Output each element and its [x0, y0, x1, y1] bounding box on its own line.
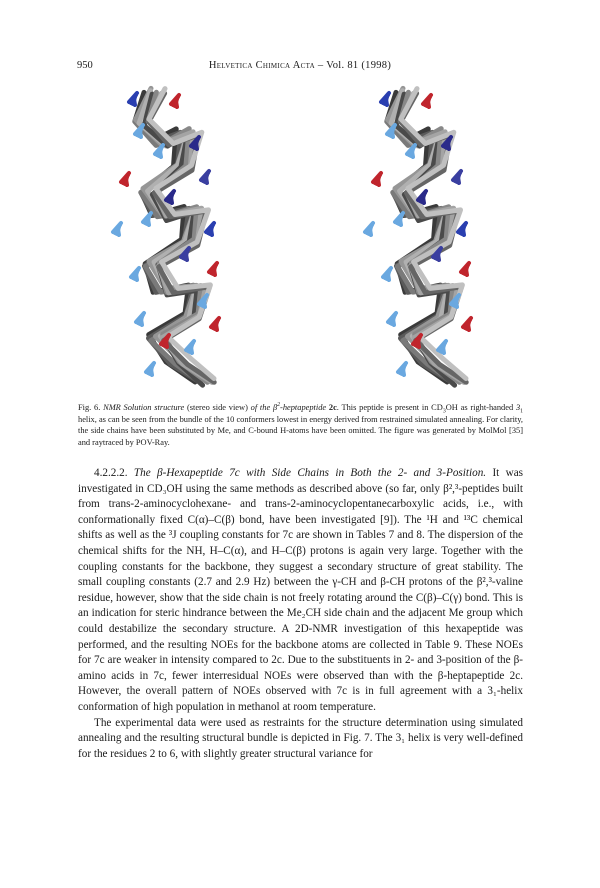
figure-of-the: of the	[250, 403, 271, 412]
atom-bond	[412, 151, 413, 157]
atom-bond	[438, 254, 439, 260]
stereo-view-right	[365, 88, 471, 385]
section-paragraph-1	[78, 466, 523, 716]
atom-bond	[140, 131, 141, 137]
atom-bond	[403, 369, 404, 375]
figure-view-note: (stereo side view)	[186, 403, 248, 412]
journal-volume: Vol. 81 (1998)	[326, 60, 392, 71]
figure-beta: β	[272, 403, 278, 412]
atom-bond	[191, 347, 192, 353]
journal-name: Helvetica Chimica Acta	[208, 60, 315, 71]
running-header	[0, 60, 600, 76]
atom-bond	[393, 319, 394, 325]
atom-bond	[214, 269, 215, 275]
figure-title: NMR Solution structure	[103, 403, 185, 412]
atom-bond	[370, 229, 371, 235]
atom-bond	[134, 99, 135, 105]
atom-bond	[176, 101, 177, 107]
atom-bond	[392, 131, 393, 137]
atom-bond	[151, 369, 152, 375]
atom-bond	[466, 269, 467, 275]
figure-caption: Fig. 6. NMR Solution structure (stereo side view) of the $\beta^2$-heptapeptide 2c. This peptide is present in $CD_3OH$ as right-handed $3_1$ helix, as can be seen from the bundle of the 10 conformers lowest in energy derived from restrained simulated annealing. For clarity, the side chains have been substituted by Me, and C-bound H-atoms have been omitted. The figure was generated by MolMol [35] and raytraced by POV-Ray.	[78, 402, 524, 447]
section-number: 4.2.2.2.	[94, 467, 128, 479]
atom-bond	[206, 177, 207, 183]
atom-bond	[166, 341, 167, 347]
atom-bond	[171, 197, 172, 203]
page-number: 950	[77, 60, 93, 71]
atom-bond	[136, 274, 137, 280]
stereo-view-left	[113, 88, 219, 385]
atom-bond	[196, 143, 197, 149]
atom-bond	[388, 274, 389, 280]
section-paragraph-2	[78, 716, 523, 763]
atom-bond	[211, 229, 212, 235]
paragraph-1-text: It was investigated in CD₃OH using the same methods as described above (so far, only β²,³-peptides built from trans-2-aminocyclohexane- and trans-2-aminocyclopentanecarboxylic acids, i.e., with conformationally fixed C(α)–C(β) bond, have been investigated [9]). The ¹H and ¹³C chemical shifts as well as the ³J coupling constants for 7c are shown in Tables 7 and 8. The dispersion of the chemical shifts for the NH, H–C(α), and H–C(β) protons is again very large. Together with the coupling constants for the backbone, they suggest a secondary structure of great stability. The small coupling constants (2.7 and 2.9 Hz) between the γ-CH and β-CH protons of the β²,³-valine residue, however, show that the side chain is not freely rotating around the C(β)–C(γ) bond. This is an indication for steric hindrance between the Me₂CH side chain and the adjacent Me group which could destabilize the secondary structure. A 2D-NMR investigation of this hexapeptide was performed, and the resulting NOEs for the backbone atoms are collected in Table 9. These NOEs for 7c are weaker in intensity compared to 2c. Due to the substituents in 2- and 3-position of the β-amino acids in 7c, fewer interresidual NOEs were observed than with the β-heptapeptide 2c. However, the overall pattern of NOEs observed with 7c is in full agreement with a 3₁-helix conformation of high population in methanol at room temperature.	[78, 467, 524, 713]
atom-bond	[216, 324, 217, 330]
atom-bond	[456, 301, 457, 307]
atom-bond	[443, 347, 444, 353]
main-text	[78, 466, 523, 762]
header-separator: –	[314, 60, 327, 71]
atom-bond	[458, 177, 459, 183]
atom-bond	[126, 179, 127, 185]
paragraph-2-text: The experimental data were used as restraints for the structure determination using simulated annealing and the resulting structural bundle is depicted in Fig. 7. The 3₁ helix is very well-defined for the residues 2 to 6, with slightly greater structural variance for	[78, 716, 523, 760]
atom-bond	[141, 319, 142, 325]
atom-bond	[386, 99, 387, 105]
atom-bond	[160, 151, 161, 157]
atom-bond	[400, 219, 401, 225]
section-title: The β-Hexapeptide 7c with Side Chains in Both the 2- and 3-Position.	[133, 467, 487, 479]
atom-bond	[463, 229, 464, 235]
atom-bond	[186, 254, 187, 260]
stereo-molecule-render	[95, 82, 535, 398]
atom-bond	[448, 143, 449, 149]
figure-label: Fig. 6.	[78, 403, 101, 412]
journal-running-title	[0, 60, 600, 71]
atom-bond	[118, 229, 119, 235]
atom-bond	[423, 197, 424, 203]
atom-bond	[378, 179, 379, 185]
stereo-structure-figure	[95, 82, 535, 398]
atom-bond	[418, 341, 419, 347]
atom-bond	[148, 219, 149, 225]
atom-bond	[468, 324, 469, 330]
figure-compound: 2c	[328, 403, 337, 412]
atom-bond	[204, 301, 205, 307]
atom-bond	[428, 101, 429, 107]
